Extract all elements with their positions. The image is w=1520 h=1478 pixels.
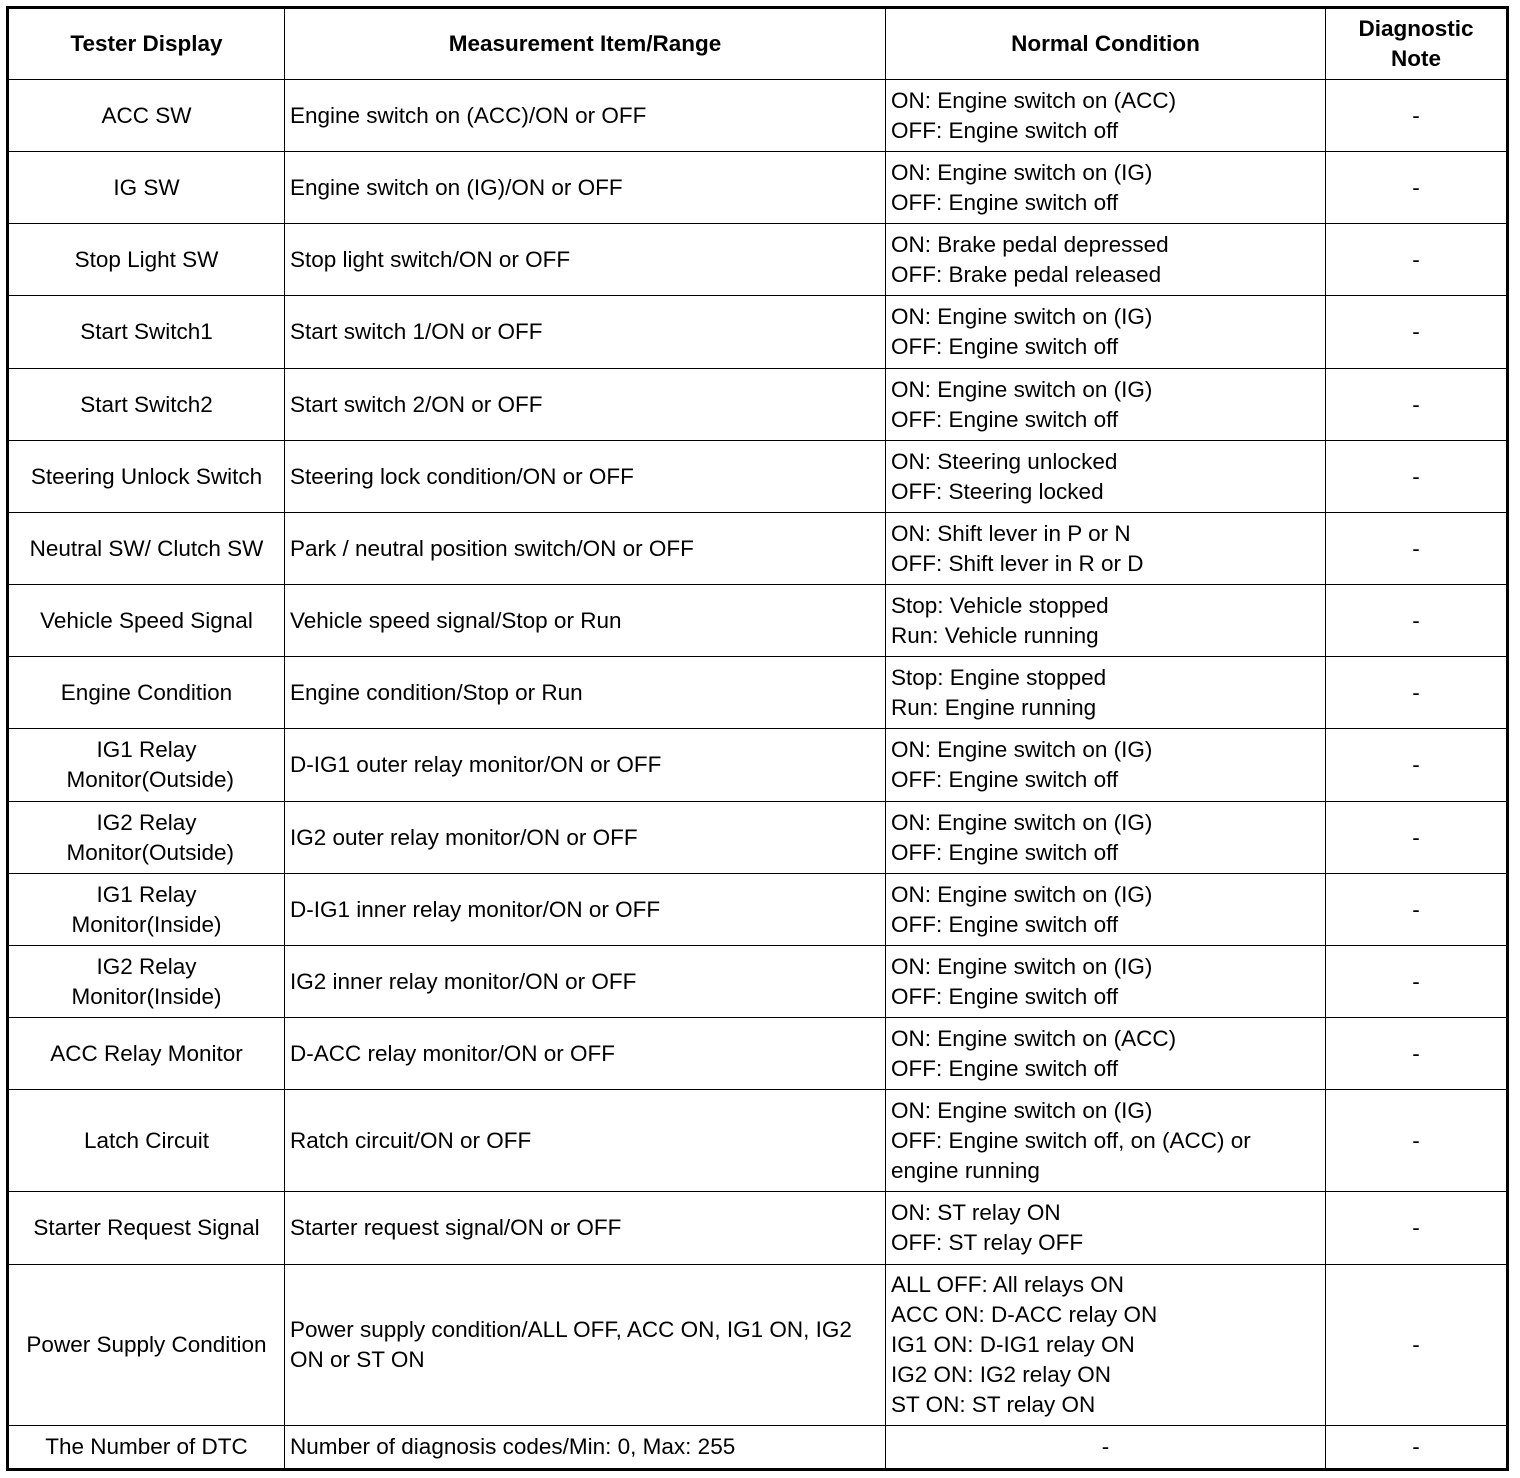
tester-display-text: ACC Relay Monitor (50, 1040, 243, 1066)
tester-display-text: Stop Light SW (74, 246, 219, 272)
normal-condition-line: OFF: Engine switch off (891, 406, 1119, 432)
table-row (8, 729, 1508, 802)
tester-display-text: ACC SW (101, 102, 192, 128)
tester-display-text: Start Switch2 (80, 391, 213, 417)
tester-display-cell (8, 874, 285, 946)
tester-display-text: IG1 Relay Monitor(Inside) (71, 881, 222, 937)
table-row (8, 585, 1508, 657)
measurement-cell (285, 152, 886, 224)
normal-condition-line: OFF: Engine switch off (891, 911, 1119, 937)
normal-condition-line: OFF: Engine switch off (891, 189, 1119, 215)
diagnostic-note-text: - (1412, 1332, 1420, 1357)
table-row (8, 80, 1508, 152)
measurement-text: Number of diagnosis codes/Min: 0, Max: 255 (290, 1434, 736, 1459)
diagnostic-note-cell (1326, 80, 1508, 152)
normal-condition-line: OFF: Shift lever in R or D (891, 550, 1144, 576)
diagnostic-note-cell (1326, 296, 1508, 369)
tester-display-cell (8, 585, 285, 657)
normal-condition-line: ON: Engine switch on (ACC) (891, 87, 1177, 113)
diagnostic-note-cell (1326, 369, 1508, 441)
normal-condition-line: ST ON: ST relay ON (891, 1392, 1096, 1417)
normal-condition-line: ON: Engine switch on (IG) (891, 1097, 1153, 1123)
measurement-text: Engine switch on (IG)/ON or OFF (290, 174, 623, 200)
tester-display-cell (8, 296, 285, 369)
tester-display-text: IG1 Relay Monitor(Outside) (66, 737, 235, 792)
measurement-text: D-IG1 outer relay monitor/ON or OFF (290, 752, 662, 777)
normal-condition-line: ON: Engine switch on (IG) (891, 953, 1153, 979)
measurement-cell (285, 1018, 886, 1090)
normal-condition-line: Stop: Vehicle stopped (891, 592, 1109, 618)
normal-condition-cell (886, 802, 1326, 874)
measurement-cell (285, 1192, 886, 1265)
measurement-text: Steering lock condition/ON or OFF (290, 463, 634, 489)
measurement-cell (285, 1090, 886, 1192)
diagnostic-note-cell (1326, 1018, 1508, 1090)
normal-condition-line: ON: Engine switch on (ACC) (891, 1025, 1177, 1051)
tester-display-text: IG2 Relay Monitor(Inside) (71, 953, 222, 1009)
normal-condition-cell (886, 1018, 1326, 1090)
tester-display-cell (8, 224, 285, 296)
table-row (8, 657, 1508, 729)
diagnostic-note-text: - (1412, 752, 1420, 777)
normal-condition-cell (886, 874, 1326, 946)
tester-display-text: Engine Condition (60, 679, 233, 705)
normal-condition-cell (886, 1192, 1326, 1265)
diagnostic-note-cell (1326, 441, 1508, 513)
normal-condition-cell (886, 80, 1326, 152)
table-row (8, 1265, 1508, 1426)
table-row (8, 296, 1508, 369)
normal-condition-line: ON: Steering unlocked (891, 448, 1118, 474)
normal-condition-line: ON: Engine switch on (IG) (891, 881, 1153, 907)
measurement-cell (285, 802, 886, 874)
diagnostic-note-text: - (1412, 824, 1420, 850)
normal-condition-line: OFF: Engine switch off (891, 839, 1119, 865)
normal-condition-line: ON: Engine switch on (IG) (891, 304, 1153, 329)
diagnostic-note-text: - (1412, 102, 1420, 128)
data-list-table-container (6, 6, 1509, 1471)
measurement-cell (285, 585, 886, 657)
normal-condition-cell (886, 1265, 1326, 1426)
header-diagnostic-note: Diagnostic Note (1326, 8, 1508, 80)
diagnostic-note-text: - (1412, 1127, 1420, 1153)
diagnostic-note-cell (1326, 1426, 1508, 1470)
diagnostic-note-cell (1326, 1090, 1508, 1192)
normal-condition-line: Run: Vehicle running (891, 622, 1099, 648)
tester-display-text: IG2 Relay Monitor(Outside) (66, 809, 235, 865)
diagnostic-note-cell (1326, 1265, 1508, 1426)
tester-display-cell (8, 80, 285, 152)
normal-condition-line: OFF: Engine switch off (891, 334, 1119, 359)
measurement-text: Engine condition/Stop or Run (290, 679, 583, 705)
table-row (8, 152, 1508, 224)
table-row (8, 1090, 1508, 1192)
diagnostic-note-cell (1326, 946, 1508, 1018)
measurement-text: Start switch 2/ON or OFF (290, 391, 543, 417)
measurement-text: Engine switch on (ACC)/ON or OFF (290, 102, 647, 128)
normal-condition-line: ALL OFF: All relays ON (891, 1272, 1124, 1297)
measurement-cell (285, 224, 886, 296)
table-row (8, 369, 1508, 441)
normal-condition-cell (886, 946, 1326, 1018)
measurement-text: Power supply condition/ALL OFF, ACC ON, IG1 ON, IG2 ON or ST ON (290, 1317, 852, 1372)
normal-condition-line: IG2 ON: IG2 relay ON (891, 1362, 1112, 1387)
diagnostic-note-cell (1326, 729, 1508, 802)
tester-display-text: Steering Unlock Switch (30, 463, 263, 489)
normal-condition-cell (886, 657, 1326, 729)
tester-display-cell (8, 1426, 285, 1470)
normal-condition-line: Stop: Engine stopped (891, 664, 1107, 690)
diagnostic-note-text: - (1412, 968, 1420, 994)
normal-condition-cell (886, 296, 1326, 369)
tester-display-cell (8, 802, 285, 874)
diagnostic-note-text: - (1412, 174, 1420, 200)
tester-display-cell (8, 946, 285, 1018)
normal-condition-line: ON: Shift lever in P or N (891, 520, 1131, 546)
normal-condition-line: OFF: Engine switch off (891, 117, 1119, 143)
diagnostic-note-cell (1326, 802, 1508, 874)
tester-display-cell (8, 657, 285, 729)
diagnostic-note-cell (1326, 1192, 1508, 1265)
normal-condition-line: ON: Brake pedal depressed (891, 231, 1169, 257)
diagnostic-note-cell (1326, 874, 1508, 946)
measurement-text: D-IG1 inner relay monitor/ON or OFF (290, 896, 661, 922)
diagnostic-note-cell (1326, 657, 1508, 729)
normal-condition-cell (886, 152, 1326, 224)
diagnostic-note-text: - (1412, 246, 1420, 272)
measurement-cell (285, 513, 886, 585)
diagnostic-note-text: - (1412, 535, 1420, 561)
normal-condition-cell (886, 441, 1326, 513)
tester-display-text: Vehicle Speed Signal (40, 607, 253, 633)
normal-condition-line: engine running (891, 1157, 1040, 1183)
tester-display-cell (8, 369, 285, 441)
tester-display-cell (8, 1018, 285, 1090)
measurement-text: Start switch 1/ON or OFF (290, 319, 543, 344)
normal-condition-line: ON: ST relay ON (891, 1200, 1061, 1225)
tester-display-cell (8, 1265, 285, 1426)
table-row (8, 513, 1508, 585)
tester-display-text: IG SW (113, 174, 180, 200)
measurement-text: Starter request signal/ON or OFF (290, 1215, 622, 1240)
table-row (8, 1192, 1508, 1265)
diagnostic-note-cell (1326, 152, 1508, 224)
normal-condition-line: OFF: Engine switch off (891, 767, 1119, 792)
table-row (8, 1426, 1508, 1470)
header-tester-display: Tester Display (8, 8, 285, 80)
normal-condition-cell (886, 369, 1326, 441)
measurement-text: IG2 outer relay monitor/ON or OFF (290, 824, 638, 850)
data-list-table (6, 6, 1509, 1471)
normal-condition-line: OFF: Engine switch off (891, 983, 1119, 1009)
measurement-cell (285, 1426, 886, 1470)
header-measurement-item: Measurement Item/Range (285, 8, 886, 80)
normal-condition-line: - (1101, 1434, 1110, 1459)
table-row (8, 874, 1508, 946)
normal-condition-line: OFF: Engine switch off (891, 1055, 1119, 1081)
measurement-cell (285, 80, 886, 152)
tester-display-text: The Number of DTC (45, 1434, 248, 1459)
header-normal-condition: Normal Condition (886, 8, 1326, 80)
header-row (8, 8, 1508, 80)
measurement-cell (285, 729, 886, 802)
tester-display-text: Neutral SW/ Clutch SW (29, 535, 264, 561)
normal-condition-line: OFF: Steering locked (891, 478, 1104, 504)
tester-display-cell (8, 152, 285, 224)
normal-condition-line: OFF: Engine switch off, on (ACC) or (891, 1127, 1251, 1153)
diagnostic-note-text: - (1412, 1040, 1420, 1066)
diagnostic-note-cell (1326, 224, 1508, 296)
table-body (8, 80, 1508, 1470)
normal-condition-cell (886, 513, 1326, 585)
normal-condition-cell (886, 729, 1326, 802)
tester-display-text: Start Switch1 (80, 319, 213, 344)
measurement-text: Park / neutral position switch/ON or OFF (290, 535, 694, 561)
tester-display-text: Latch Circuit (83, 1127, 210, 1153)
measurement-text: Vehicle speed signal/Stop or Run (290, 607, 622, 633)
measurement-cell (285, 657, 886, 729)
normal-condition-line: IG1 ON: D-IG1 relay ON (891, 1332, 1135, 1357)
tester-display-cell (8, 513, 285, 585)
measurement-text: Stop light switch/ON or OFF (290, 246, 571, 272)
normal-condition-line: ACC ON: D-ACC relay ON (891, 1302, 1158, 1327)
diagnostic-note-text: - (1412, 679, 1420, 705)
diagnostic-note-text: - (1412, 463, 1420, 489)
normal-condition-line: ON: Engine switch on (IG) (891, 737, 1153, 762)
measurement-cell (285, 296, 886, 369)
measurement-text: IG2 inner relay monitor/ON or OFF (290, 968, 637, 994)
table-row (8, 224, 1508, 296)
diagnostic-note-text: - (1412, 319, 1420, 344)
tester-display-cell (8, 1090, 285, 1192)
normal-condition-cell (886, 224, 1326, 296)
diagnostic-note-text: - (1412, 607, 1420, 633)
measurement-text: D-ACC relay monitor/ON or OFF (290, 1040, 616, 1066)
diagnostic-note-text: - (1412, 391, 1420, 417)
table-row (8, 441, 1508, 513)
tester-display-cell (8, 441, 285, 513)
diagnostic-note-cell (1326, 513, 1508, 585)
normal-condition-line: OFF: ST relay OFF (891, 1230, 1084, 1255)
diagnostic-note-text: - (1412, 1434, 1420, 1459)
measurement-cell (285, 1265, 886, 1426)
diagnostic-note-cell (1326, 585, 1508, 657)
measurement-cell (285, 441, 886, 513)
tester-display-text: Power Supply Condition (26, 1332, 267, 1357)
normal-condition-cell (886, 1090, 1326, 1192)
table-row (8, 802, 1508, 874)
diagnostic-note-text: - (1412, 1215, 1420, 1240)
normal-condition-line: ON: Engine switch on (IG) (891, 159, 1153, 185)
normal-condition-cell (886, 585, 1326, 657)
measurement-cell (285, 874, 886, 946)
normal-condition-line: ON: Engine switch on (IG) (891, 809, 1153, 835)
normal-condition-line: OFF: Brake pedal released (891, 261, 1162, 287)
tester-display-text: Starter Request Signal (33, 1215, 260, 1240)
tester-display-cell (8, 729, 285, 802)
measurement-cell (285, 946, 886, 1018)
diagnostic-note-text: - (1412, 896, 1420, 922)
table-row (8, 1018, 1508, 1090)
normal-condition-line: Run: Engine running (891, 694, 1097, 720)
measurement-text: Ratch circuit/ON or OFF (290, 1127, 532, 1153)
normal-condition-line: ON: Engine switch on (IG) (891, 376, 1153, 402)
measurement-cell (285, 369, 886, 441)
tester-display-cell (8, 1192, 285, 1265)
table-row (8, 946, 1508, 1018)
normal-condition-cell (886, 1426, 1326, 1470)
